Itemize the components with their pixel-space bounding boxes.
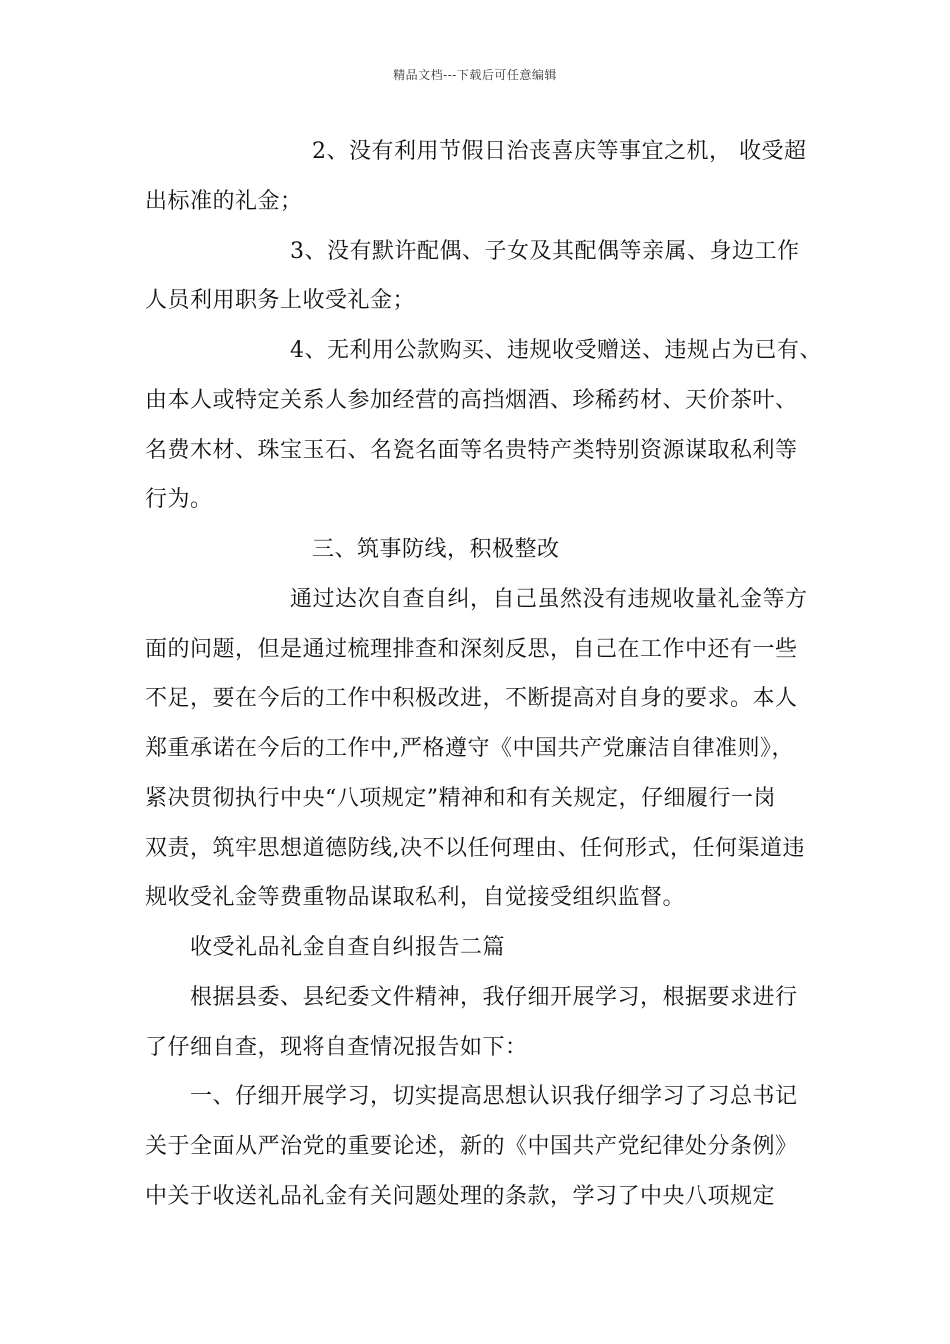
body-line: 了仔细自查，现将自查情况报告如下：	[145, 1035, 528, 1060]
body-line: 中关于收送礼品礼金有关问题处理的条款，学习了中央八项规定	[145, 1184, 776, 1209]
body-line: 紧决贯彻执行中央“八项规定”精神和和有关规定，仔细履行一岗	[145, 786, 776, 811]
body-line: 4、无利用公款购买、违规收受赠送、违规占为已有、	[290, 338, 822, 363]
body-line: 出标准的礼金；	[145, 189, 303, 214]
body-line: 名费木材、珠宝玉石、名瓷名面等名贵特产类特别资源谋取私利等	[145, 438, 798, 463]
body-line: 由本人或特定关系人参加经营的高挡烟酒、珍稀药材、天价茶叶、	[145, 388, 798, 413]
body-line: 面的问题，但是通过梳理排查和深刻反思，自己在工作中还有一些	[145, 637, 798, 662]
body-line: 不足，要在今后的工作中积极改进，不断提高对自身的要求。本人	[145, 686, 798, 711]
body-line: 根据县委、县纪委文件精神，我仔细开展学习，根据要求进行	[190, 985, 798, 1010]
document-subtitle: 收受礼品礼金自查自纠报告二篇	[190, 935, 506, 960]
page-header: 精品文档---下载后可任意编辑	[393, 68, 557, 82]
body-line: 双责，筑牢思想道德防线,决不以任何理由、任何形式，任何渠道违	[145, 836, 805, 861]
body-line: 一、仔细开展学习，切实提高思想认识我仔细学习了习总书记	[190, 1084, 798, 1109]
body-line: 关于全面从严治党的重要论述，新的《中国共产党纪律处分条例》	[145, 1134, 798, 1159]
body-line: 通过达次自查自纠，自己虽然没有违规收量礼金等方	[290, 587, 808, 612]
body-line: 规收受礼金等费重物品谋取私利，自觉接受组织监督。	[145, 885, 686, 910]
body-line: 3、没有默许配偶、子女及其配偶等亲属、身边工作	[290, 239, 800, 264]
body-line: 2、没有利用节假日治丧喜庆等事宜之机， 收受超	[312, 139, 807, 164]
body-line: 人员利用职务上收受礼金；	[145, 288, 416, 313]
body-line: 行为。	[145, 487, 213, 512]
body-line: 郑重承诺在今后的工作中,严格遵守《中国共产党廉洁自律准则》，	[145, 736, 794, 761]
section-heading: 三、筑事防线，积极整改	[312, 537, 560, 562]
